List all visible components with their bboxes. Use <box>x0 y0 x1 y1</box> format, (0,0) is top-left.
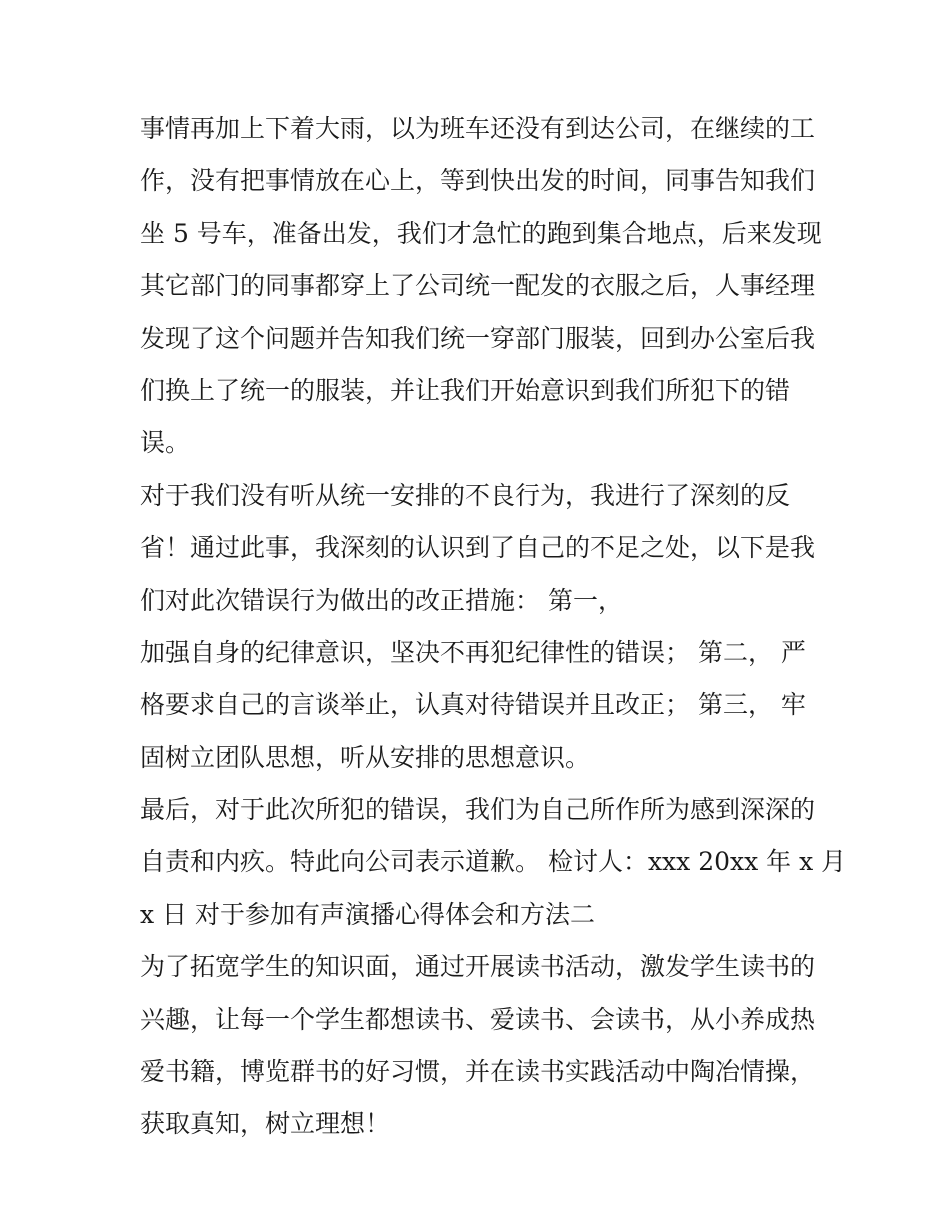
text-line: 自责和内疚。特此向公司表示道歉。 检讨人：xxx 20xx 年 x 月 <box>140 847 847 877</box>
text-line: 固树立团队思想，听从安排的思想意识。 <box>140 742 591 772</box>
text-line: 爱书籍，博览群书的好习惯，并在读书实践活动中陶冶情操， <box>140 1057 816 1087</box>
document-body <box>140 103 847 1151</box>
text-line: 事情再加上下着大雨，以为班车还没有到达公司，在继续的工 <box>140 114 816 143</box>
text-line: 为了拓宽学生的知识面，通过开展读书活动，激发学生读书的 <box>140 952 816 982</box>
text-line: 获取真知，树立理想！ <box>140 1109 391 1139</box>
text-line: 其它部门的同事都穿上了公司统一配发的衣服之后，人事经理 <box>140 271 816 301</box>
text-line: 发现了这个问题并告知我们统一穿部门服装，回到办公室后我 <box>140 323 816 353</box>
text-line: 坐 5 号车，准备出发，我们才急忙的跑到集合地点，后来发现 <box>140 218 822 248</box>
text-line: 最后，对于此次所犯的错误，我们为自己所作所为感到深深的 <box>140 795 816 825</box>
text-line: 省！通过此事，我深刻的认识到了自己的不足之处，以下是我 <box>140 533 816 563</box>
text-line: 误。 <box>140 428 191 458</box>
text-line: 兴趣，让每一个学生都想读书、爱读书、会读书，从小养成热 <box>140 1004 816 1034</box>
text-line: 作，没有把事情放在心上，等到快出发的时间，同事告知我们 <box>140 166 816 196</box>
text-line: 格要求自己的言谈举止，认真对待错误并且改正； 第三， 牢 <box>140 690 806 720</box>
text-line: 们对此次错误行为做出的改正措施： 第一， <box>140 585 623 615</box>
text-line: 对于我们没有听从统一安排的不良行为，我进行了深刻的反 <box>140 480 791 510</box>
text-line: 们换上了统一的服装，并让我们开始意识到我们所犯下的错 <box>140 375 791 405</box>
text-line: x 日 对于参加有声演播心得体会和方法二 <box>140 899 595 929</box>
text-line: 加强自身的纪律意识，坚决不再犯纪律性的错误； 第二， 严 <box>140 637 806 667</box>
